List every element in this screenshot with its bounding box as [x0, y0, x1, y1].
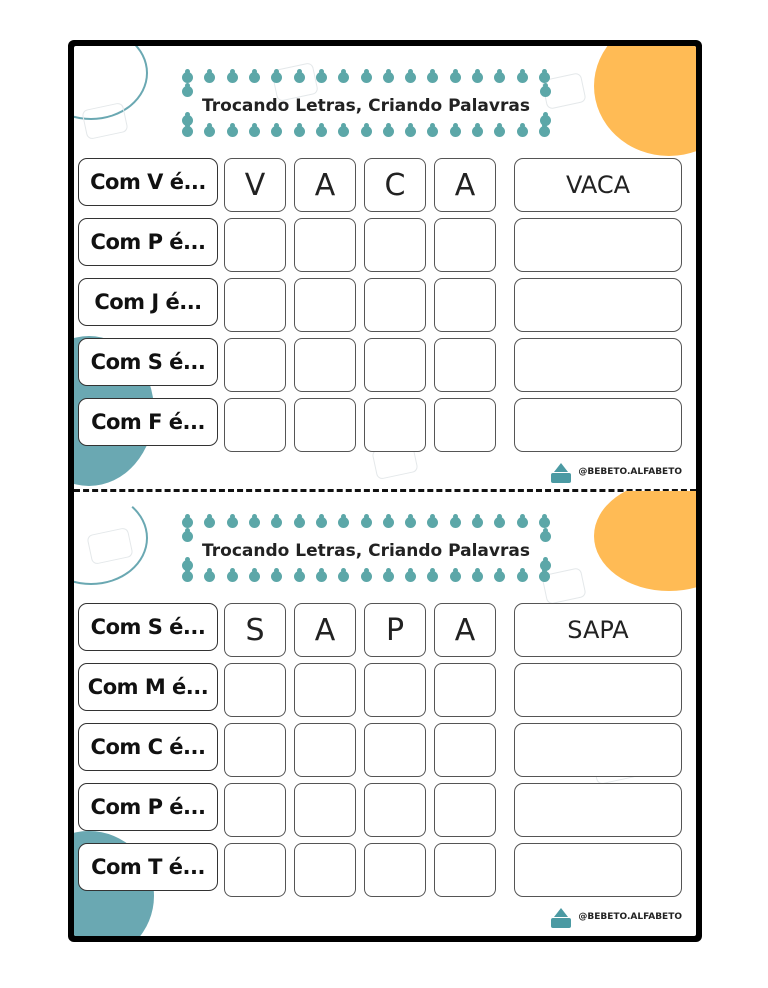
word-box[interactable]	[514, 663, 682, 717]
dot-decoration	[517, 517, 528, 528]
dots-border-left	[182, 86, 192, 126]
exercise-row	[78, 158, 688, 212]
title-banner	[182, 517, 550, 583]
letter-cell[interactable]	[294, 723, 356, 777]
worksheet-title: Trocando Letras, Criando Palavras	[202, 541, 530, 561]
dot-decoration	[383, 571, 394, 582]
letter-cell[interactable]	[364, 218, 426, 272]
dot-decoration	[383, 126, 394, 137]
dot-decoration	[517, 72, 528, 83]
dot-decoration	[204, 517, 215, 528]
dot-decoration	[427, 571, 438, 582]
dot-decoration	[182, 126, 193, 137]
dot-decoration	[316, 126, 327, 137]
dot-decoration	[540, 531, 551, 542]
row-label: Com V é...	[78, 158, 218, 206]
letter-cell[interactable]	[224, 843, 286, 897]
dot-decoration	[204, 126, 215, 137]
dots-border-top	[182, 517, 550, 529]
dot-decoration	[249, 126, 260, 137]
dot-decoration	[294, 72, 305, 83]
letter-cell[interactable]	[294, 398, 356, 452]
dots-border-bottom	[182, 571, 550, 583]
dot-decoration	[316, 517, 327, 528]
dot-decoration	[450, 72, 461, 83]
word-box[interactable]	[514, 783, 682, 837]
dot-decoration	[338, 126, 349, 137]
dot-decoration	[294, 126, 305, 137]
exercise-row	[78, 603, 688, 657]
dots-border-top	[182, 72, 550, 84]
word-box[interactable]	[514, 338, 682, 392]
dot-decoration	[539, 517, 550, 528]
dot-decoration	[540, 560, 551, 571]
dots-border-right	[540, 86, 550, 126]
dot-decoration	[472, 571, 483, 582]
dot-decoration	[494, 517, 505, 528]
exercise-row	[78, 338, 688, 392]
letter-cell[interactable]	[294, 278, 356, 332]
dot-decoration	[405, 571, 416, 582]
letter-cell[interactable]	[364, 278, 426, 332]
dot-decoration	[182, 86, 193, 97]
letter-cell[interactable]: A	[434, 603, 496, 657]
letter-cell[interactable]	[224, 783, 286, 837]
dot-decoration	[427, 126, 438, 137]
dot-decoration	[405, 72, 416, 83]
dot-decoration	[227, 517, 238, 528]
letter-cell[interactable]	[434, 663, 496, 717]
dot-decoration	[405, 517, 416, 528]
dot-decoration	[338, 571, 349, 582]
dot-decoration	[361, 517, 372, 528]
dot-decoration	[472, 72, 483, 83]
letter-cell[interactable]	[224, 723, 286, 777]
dots-border-bottom	[182, 126, 550, 138]
word-box[interactable]: SAPA	[514, 603, 682, 657]
dot-decoration	[517, 126, 528, 137]
exercise-row	[78, 218, 688, 272]
dot-decoration	[450, 126, 461, 137]
letter-cell[interactable]	[224, 218, 286, 272]
dot-decoration	[383, 517, 394, 528]
bebeto-logo-icon	[550, 461, 572, 483]
dot-decoration	[539, 72, 550, 83]
dot-decoration	[182, 115, 193, 126]
dot-decoration	[540, 86, 551, 97]
title-banner	[182, 72, 550, 138]
letter-cell[interactable]: A	[434, 158, 496, 212]
dot-decoration	[204, 571, 215, 582]
letter-cell[interactable]	[434, 783, 496, 837]
dot-decoration	[361, 571, 372, 582]
worksheet-page	[68, 40, 702, 942]
dot-decoration	[361, 72, 372, 83]
worksheet-inner	[74, 46, 696, 936]
dot-decoration	[249, 72, 260, 83]
credit	[550, 460, 682, 484]
dot-decoration	[227, 72, 238, 83]
dot-decoration	[227, 571, 238, 582]
dot-decoration	[427, 72, 438, 83]
letter-cell[interactable]	[364, 723, 426, 777]
dot-decoration	[539, 126, 550, 137]
letter-cell[interactable]: C	[364, 158, 426, 212]
row-label: Com M é...	[78, 663, 218, 711]
letter-cell[interactable]	[294, 843, 356, 897]
dot-decoration	[182, 517, 193, 528]
letter-cell[interactable]	[294, 663, 356, 717]
letter-cell[interactable]	[434, 338, 496, 392]
exercise-row	[78, 843, 688, 897]
dot-decoration	[182, 531, 193, 542]
row-label: Com C é...	[78, 723, 218, 771]
dot-decoration	[338, 517, 349, 528]
dot-decoration	[517, 571, 528, 582]
dot-decoration	[249, 571, 260, 582]
letter-cell[interactable]	[434, 723, 496, 777]
letter-cell[interactable]: V	[224, 158, 286, 212]
orange-blob-decoration	[594, 491, 696, 591]
dot-decoration	[294, 571, 305, 582]
word-box[interactable]	[514, 218, 682, 272]
credit-handle: @BEBETO.ALFABETO	[578, 467, 682, 477]
bebeto-logo-icon	[550, 906, 572, 928]
dot-decoration	[450, 571, 461, 582]
row-label: Com S é...	[78, 603, 218, 651]
orange-blob-decoration	[594, 46, 696, 156]
letter-cell[interactable]	[224, 663, 286, 717]
dot-decoration	[472, 126, 483, 137]
dot-decoration	[204, 72, 215, 83]
dot-decoration	[405, 126, 416, 137]
dot-decoration	[539, 571, 550, 582]
exercise-row	[78, 278, 688, 332]
letter-cell[interactable]: P	[364, 603, 426, 657]
worksheet-top	[74, 46, 696, 491]
dot-decoration	[427, 517, 438, 528]
row-label: Com P é...	[78, 218, 218, 266]
dot-decoration	[227, 126, 238, 137]
word-box[interactable]	[514, 723, 682, 777]
dot-decoration	[249, 517, 260, 528]
credit	[550, 905, 682, 929]
dot-decoration	[494, 571, 505, 582]
letter-cell[interactable]	[434, 843, 496, 897]
letter-cell[interactable]	[364, 663, 426, 717]
dot-decoration	[338, 72, 349, 83]
dot-decoration	[316, 571, 327, 582]
dots-border-right	[540, 531, 550, 571]
letter-cell[interactable]	[434, 398, 496, 452]
dot-decoration	[494, 72, 505, 83]
word-box[interactable]	[514, 843, 682, 897]
dots-border-left	[182, 531, 192, 571]
dot-decoration	[450, 517, 461, 528]
letter-cell[interactable]	[294, 338, 356, 392]
worksheet-bottom	[74, 491, 696, 936]
letter-cell[interactable]	[364, 398, 426, 452]
letter-cell[interactable]	[294, 218, 356, 272]
row-label: Com S é...	[78, 338, 218, 386]
word-box[interactable]	[514, 398, 682, 452]
letter-cell[interactable]	[434, 278, 496, 332]
dot-decoration	[182, 72, 193, 83]
letter-cell[interactable]	[434, 218, 496, 272]
dot-decoration	[494, 126, 505, 137]
dot-decoration	[271, 571, 282, 582]
dot-decoration	[271, 72, 282, 83]
letter-cell[interactable]	[224, 278, 286, 332]
exercise-row	[78, 723, 688, 777]
letter-cell[interactable]: S	[224, 603, 286, 657]
credit-handle: @BEBETO.ALFABETO	[578, 912, 682, 922]
dot-decoration	[316, 72, 327, 83]
row-label: Com P é...	[78, 783, 218, 831]
exercise-row	[78, 663, 688, 717]
dot-decoration	[540, 115, 551, 126]
letter-cell[interactable]	[364, 843, 426, 897]
row-label: Com T é...	[78, 843, 218, 891]
dot-decoration	[271, 126, 282, 137]
dot-decoration	[271, 517, 282, 528]
letter-cell[interactable]	[364, 783, 426, 837]
exercise-row	[78, 783, 688, 837]
exercise-row	[78, 398, 688, 452]
dot-decoration	[182, 560, 193, 571]
letter-cell[interactable]	[224, 398, 286, 452]
dot-decoration	[472, 517, 483, 528]
worksheet-title: Trocando Letras, Criando Palavras	[202, 96, 530, 116]
dot-decoration	[294, 517, 305, 528]
row-label: Com J é...	[78, 278, 218, 326]
word-box[interactable]	[514, 278, 682, 332]
dot-decoration	[182, 571, 193, 582]
letter-cell[interactable]: A	[294, 158, 356, 212]
letter-cell[interactable]	[364, 338, 426, 392]
word-box[interactable]: VACA	[514, 158, 682, 212]
row-label: Com F é...	[78, 398, 218, 446]
letter-cell[interactable]	[294, 783, 356, 837]
dot-decoration	[361, 126, 372, 137]
dot-decoration	[383, 72, 394, 83]
letter-cell[interactable]	[224, 338, 286, 392]
letter-cell[interactable]: A	[294, 603, 356, 657]
